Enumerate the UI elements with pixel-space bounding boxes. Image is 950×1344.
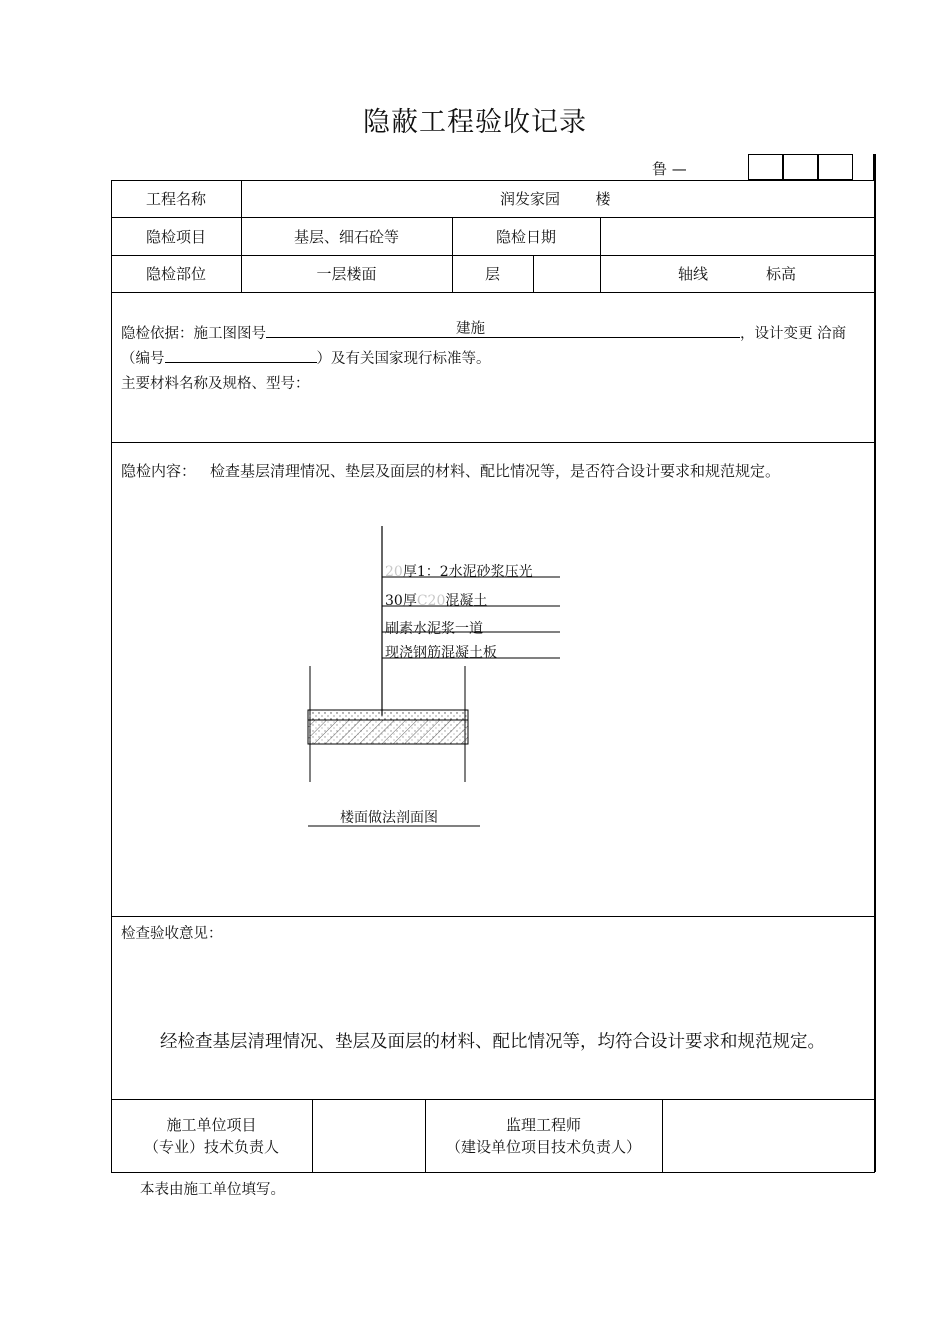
table-border-right	[874, 154, 876, 1172]
layer-1-label	[385, 561, 533, 581]
supervisor-signature-field[interactable]	[663, 1100, 874, 1172]
materials-label: 主要材料名称及规格、型号：	[121, 376, 310, 392]
basis-line2-suffix: ）及有关国家现行标准等。	[316, 351, 491, 367]
basis-line-2	[121, 347, 491, 368]
layer-2-grade: C20	[416, 593, 446, 609]
opinion-label: 检查验收意见：	[121, 926, 223, 942]
inspection-date-value[interactable]	[600, 217, 874, 255]
layer-1-text: 厚1：2水泥砂浆压光	[402, 564, 533, 580]
elevation-label: 标高	[765, 265, 796, 283]
project-name-value[interactable]: 润发家园	[499, 190, 560, 208]
layer-3-label: 刷素水泥浆一道	[385, 621, 483, 637]
contractor-line-1: 施工单位项目	[166, 1116, 257, 1134]
inspection-date-label: 隐检日期	[495, 227, 556, 246]
layer-4-label: 现浇钢筋混凝土板	[385, 645, 497, 661]
code-box-1[interactable]	[748, 154, 783, 180]
content-label: 隐检内容：	[121, 462, 197, 480]
construction-drawing-blank[interactable]	[456, 323, 740, 338]
drawing-number-blank[interactable]	[266, 323, 456, 338]
table-border-bottom	[111, 1172, 875, 1173]
record-code-label: 鲁 —	[652, 160, 687, 178]
footer-note: 本表由施工单位填写。	[140, 1182, 285, 1198]
project-name-label: 工程名称	[145, 190, 206, 208]
supervisor-line-2: （建设单位项目技术负责人）	[445, 1138, 641, 1156]
layer-1-thickness: 20	[385, 564, 403, 580]
building-suffix: 楼	[595, 190, 611, 208]
code-box-2[interactable]	[783, 154, 818, 180]
page-title: 隐蔽工程验收记录	[363, 107, 587, 138]
inspection-item-label: 隐检项目	[145, 227, 206, 246]
change-number-blank[interactable]	[165, 348, 317, 363]
basis-line-1	[121, 322, 846, 343]
inspection-item-value[interactable]: 基层、细石砼等	[293, 227, 399, 246]
opinion-text: 经检查基层清理情况、垫层及面层的材料、配比情况等，均符合设计要求和规范规定。	[160, 1032, 825, 1052]
basis-middle: 建施	[456, 321, 485, 337]
layer-2-thickness: 30厚	[385, 593, 417, 609]
contractor-signature-field[interactable]	[313, 1100, 425, 1172]
basis-suffix: ，设计变更 洽商	[740, 326, 847, 342]
table-border-left	[111, 180, 112, 1172]
row-divider	[111, 916, 875, 917]
layer-2-text: 混凝土	[445, 593, 488, 609]
content-text: 检查基层清理情况、垫层及面层的材料、配比情况等，是否符合设计要求和规范规定。	[210, 462, 781, 480]
axis-label: 轴线	[677, 265, 708, 283]
diagram-caption: 楼面做法剖面图	[340, 810, 438, 826]
supervisor-signatory	[425, 1114, 662, 1158]
floor-value[interactable]	[533, 255, 600, 292]
content-line	[121, 460, 780, 481]
layer-2-label	[385, 590, 487, 610]
mortar-layer	[308, 710, 468, 720]
basis-line2-prefix: （编号	[121, 351, 165, 367]
concrete-aggregate	[308, 720, 468, 744]
contractor-line-2: （专业）技术负责人	[143, 1138, 279, 1156]
floor-label: 层	[484, 265, 500, 283]
row-divider	[111, 442, 875, 443]
supervisor-line-1: 监理工程师	[505, 1116, 581, 1134]
code-box-3[interactable]	[818, 154, 853, 180]
contractor-signatory	[111, 1114, 312, 1158]
inspection-location-label: 隐检部位	[145, 265, 206, 283]
inspection-location-value[interactable]: 一层楼面	[316, 265, 377, 283]
row-divider	[111, 292, 875, 293]
basis-prefix: 隐检依据：施工图图号	[121, 326, 266, 342]
